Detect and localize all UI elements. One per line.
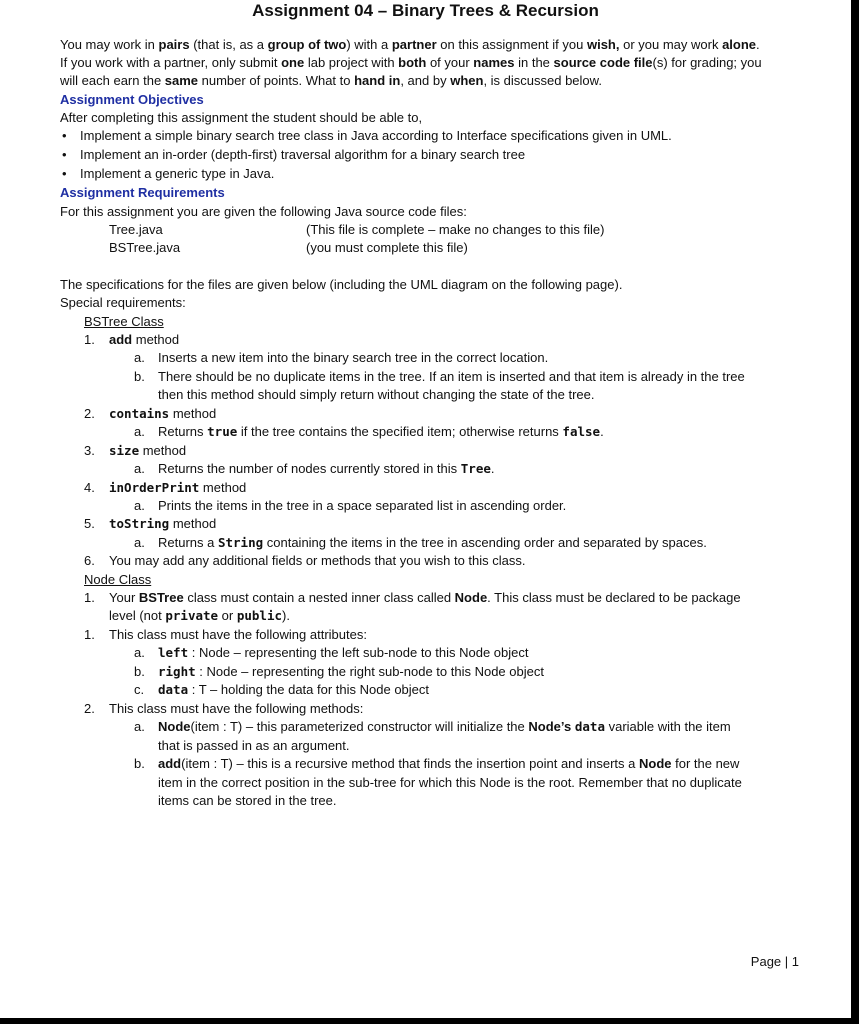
sub-letter: b.: [134, 369, 145, 384]
intro-line-2: If you work with a partner, only submit one lab project with both of your names in the source code file(s) for grading; you: [60, 55, 762, 70]
methods-text: This class must have the following methods:: [109, 701, 364, 716]
item-number: 5.: [84, 516, 95, 531]
objective-item: Implement a simple binary search tree class in Java according to Interface specifications given in UML.: [80, 128, 672, 143]
bullet-icon: •: [62, 166, 67, 181]
file-name: Tree.java: [109, 222, 163, 237]
file-note: (This file is complete – make no changes to this file): [306, 222, 605, 237]
page-number: Page | 1: [750, 954, 799, 969]
item-number: 1.: [84, 332, 95, 347]
sub-text: Returns the number of nodes currently stored in this Tree.: [158, 461, 495, 476]
node-heading: Node Class: [84, 572, 152, 587]
item-number: 1.: [84, 627, 95, 642]
sub-text: Returns a String containing the items in the tree in ascending order and separated by spaces.: [158, 535, 707, 550]
sub-letter: a.: [134, 645, 145, 660]
item-number: 2.: [84, 406, 95, 421]
sub-letter: a.: [134, 498, 145, 513]
intro-line-1: You may work in pairs (that is, as a group of two) with a partner on this assignment if you wish, or you may work alone.: [60, 37, 760, 52]
attribute-left: left : Node – representing the left sub-node to this Node object: [158, 645, 529, 660]
item-number: 3.: [84, 443, 95, 458]
objectives-heading: Assignment Objectives: [60, 92, 204, 107]
sub-letter: a.: [134, 719, 145, 734]
additional-fields-item: You may add any additional fields or methods that you wish to this class.: [109, 553, 526, 568]
sub-letter: a.: [134, 461, 145, 476]
sub-text: then this method should simply return without changing the state of the tree.: [158, 387, 595, 402]
sub-letter: b.: [134, 664, 145, 679]
file-name: BSTree.java: [109, 240, 181, 255]
tostring-method-item: toString method: [109, 516, 217, 531]
sub-text: Returns true if the tree contains the specified item; otherwise returns false.: [158, 424, 604, 439]
file-note: (you must complete this file): [306, 240, 468, 255]
item-number: 1.: [84, 590, 95, 605]
sub-text: Inserts a new item into the binary search tree in the correct location.: [158, 350, 549, 365]
sub-text: Prints the items in the tree in a space separated list in ascending order.: [158, 498, 567, 513]
constructor-text: that is passed in as an argument.: [158, 738, 350, 753]
objectives-lead: After completing this assignment the student should be able to,: [60, 110, 423, 125]
intro-line-3: will each earn the same number of points. What to hand in, and by when, is discussed below.: [60, 73, 602, 88]
bullet-icon: •: [62, 128, 67, 143]
attributes-text: This class must have the following attributes:: [109, 627, 367, 642]
sub-letter: a.: [134, 424, 145, 439]
sub-letter: a.: [134, 535, 145, 550]
attribute-data: data : T – holding the data for this Node object: [158, 682, 430, 697]
objective-item: Implement a generic type in Java.: [80, 166, 275, 181]
item-number: 4.: [84, 480, 95, 495]
item-number: 2.: [84, 701, 95, 716]
page-title: Assignment 04 – Binary Trees & Recursion: [252, 1, 599, 20]
requirements-lead: For this assignment you are given the following Java source code files:: [60, 204, 467, 219]
contains-method-item: contains method: [109, 406, 217, 421]
bstree-heading: BSTree Class: [84, 314, 164, 329]
add-recursive-text: item in the correct position in the sub-tree for which this Node is the root. Remember that no duplicate: [158, 775, 742, 790]
attribute-right: right : Node – representing the right sub-node to this Node object: [158, 664, 544, 679]
node-nested-class-text: level (not private or public).: [109, 608, 290, 623]
inorderprint-method-item: inOrderPrint method: [109, 480, 247, 495]
add-recursive-text: items can be stored in the tree.: [158, 793, 337, 808]
requirements-heading: Assignment Requirements: [60, 185, 225, 200]
bullet-icon: •: [62, 147, 67, 162]
sub-letter: a.: [134, 350, 145, 365]
node-nested-class-text: Your BSTree class must contain a nested inner class called Node. This class must be declared to be package: [109, 590, 741, 605]
size-method-item: size method: [109, 443, 187, 458]
objective-item: Implement an in-order (depth-first) traversal algorithm for a binary search tree: [80, 147, 526, 162]
sub-text: There should be no duplicate items in the tree. If an item is inserted and that item is already in the tree: [158, 369, 745, 384]
add-recursive-text: add(item : T) – this is a recursive method that finds the insertion point and inserts a Node for the new: [158, 756, 740, 771]
sub-letter: b.: [134, 756, 145, 771]
item-number: 6.: [84, 553, 95, 568]
specs-text: The specifications for the files are given below (including the UML diagram on the following page).: [60, 277, 623, 292]
constructor-text: Node(item : T) – this parameterized constructor will initialize the Node’s data variable with the item: [158, 719, 731, 734]
add-method-item: add method: [109, 332, 180, 347]
special-requirements: Special requirements:: [60, 295, 186, 310]
sub-letter: c.: [134, 682, 145, 697]
